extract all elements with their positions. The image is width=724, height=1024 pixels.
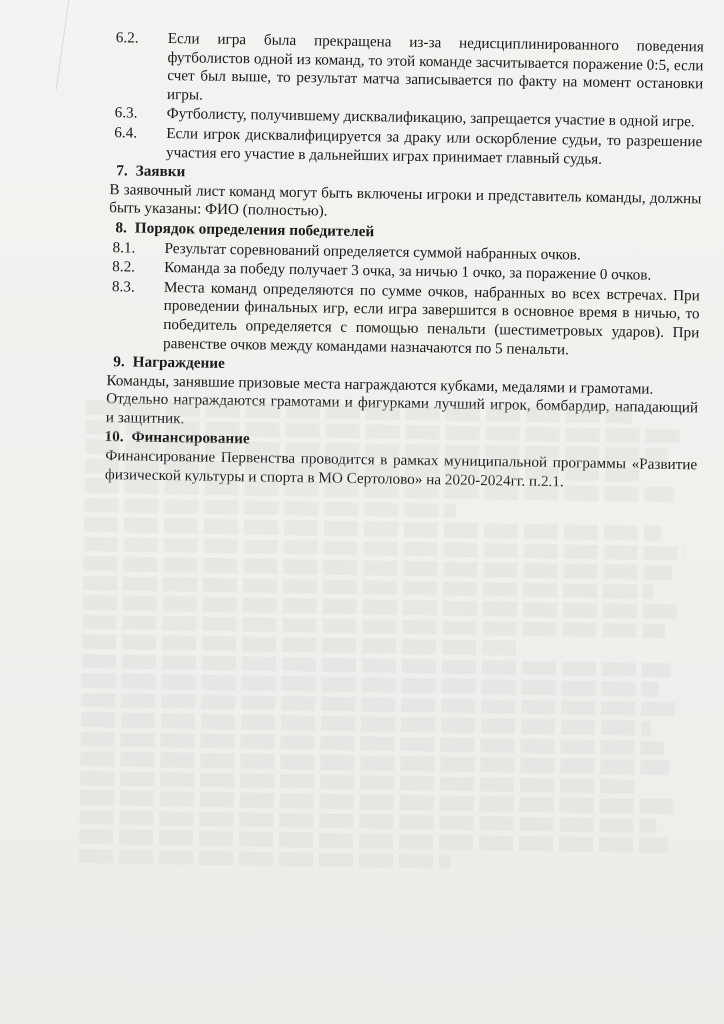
section-title: Заявки	[135, 162, 186, 181]
item-text: Футболисту, получившему дисквалификацию, запрещается участие в одной игре.	[166, 105, 695, 131]
item-number: 8.3.	[111, 277, 135, 296]
item-number: 6.3.	[114, 104, 138, 122]
item-text: Команда за победу получает 3 очка, за ничью 1 очко, за поражение 0 очков.	[164, 259, 652, 284]
section-number: 10.	[104, 428, 124, 446]
item-6-2	[103, 29, 704, 113]
item-8-3	[99, 278, 700, 362]
section-number: 7.	[116, 162, 128, 180]
item-text: Если игрок дисквалифицируется за драку или оскорбление судьи, то разрешение участия его участие в дальнейших играх принимает главный судья.	[165, 124, 703, 168]
section-9-line-1: Команды, занявшие призовые места награждаются кубками, медалями и грамотами.	[106, 371, 654, 398]
section-9-line-2: Отдельно награждаются грамотами и фигурками лучший игрок, бомбардир, нападающий и защитник.	[105, 390, 699, 428]
item-text: Если игра была прекращена из-за недисциплинированного поведения футболистов одной из команд, то этой команде засчитывается поражение 0:5, если счет был выше, то результат матча записывается по факту на момент остановки игры.	[166, 30, 704, 104]
item-text: Места команд определяются по сумме очков, набранных во всех встречах. При проведении финальных игр, если игра завершится в основное время в ничью, то победитель определяется с помощью пенальти (шестиметровых ударов). При равенстве очков между командами назначаются по 5 пенальти.	[162, 278, 701, 358]
item-number: 8.2.	[112, 258, 136, 276]
section-7-text: В заявочный лист команд могут быть включены игроки и представитель команды, должны быть указаны: ФИО (полностью).	[109, 180, 702, 220]
section-10-text: Финансирование Первенства проводится в рамках муниципальной программы «Развитие физической культуры и спорта в МО Сертолово» на 2020-2024гг. п.2.1.	[104, 447, 698, 490]
section-title: Порядок определения победителей	[134, 219, 375, 241]
section-title: Награждение	[132, 353, 225, 373]
section-title: Финансирование	[131, 428, 250, 448]
section-number: 9.	[113, 353, 125, 371]
section-number: 8.	[115, 219, 127, 237]
item-number: 6.4.	[114, 124, 138, 142]
item-number: 8.1.	[112, 238, 136, 257]
bleed-through-texture	[79, 400, 706, 878]
item-text: Результат соревнований определяется суммой набранных очков.	[164, 239, 581, 264]
paper-fold-mark	[56, 0, 100, 90]
item-number: 6.2.	[115, 29, 139, 47]
